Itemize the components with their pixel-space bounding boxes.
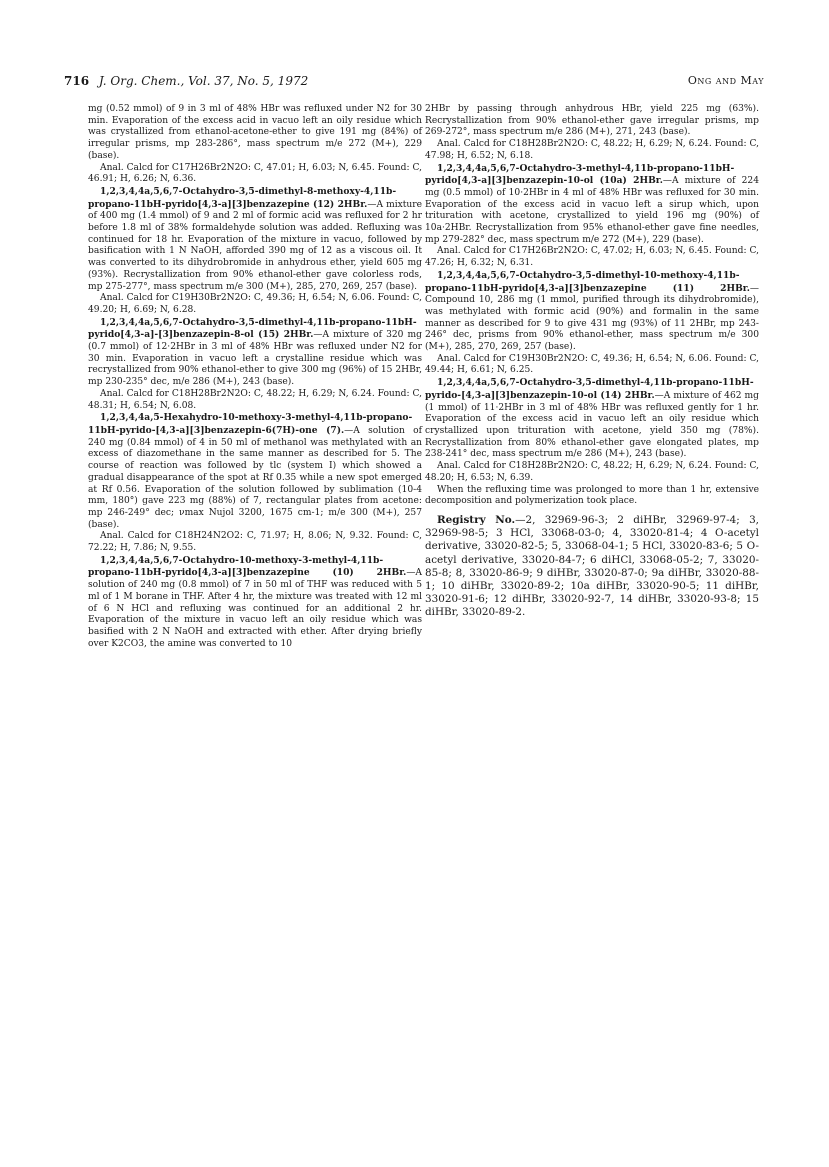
paragraph-body: —Compound 10, 286 mg (1 mmol, purified through its dihydrobromide), was methylated with formic acid (90%) and formalin in the same manner as described for 9 to give 431 mg (93%) of 11 2HBr, mp 243-246° dec, prisms from 90% ethanol-ether, mass spectrum m/e 300 (M+), 285, 270, 269, 257 (base).	[425, 283, 759, 353]
experimental-paragraph	[88, 186, 422, 293]
compound-title: 1,2,3,4,4a,5,6,7-Octahydro-3,5-dimethyl-10-methoxy-4,11b-propano-11bH-pyrido[4,3-a][3]benzazepine (11) 2HBr.	[425, 269, 750, 294]
registry-list: —2, 32969-96-3; 2 diHBr, 32969-97-4; 3, 32969-98-5; 3 HCl, 33068-03-0; 4, 33020-81-4; 4 O-acetyl derivative, 33020-82-5; 5, 33068-04-1; 5 HCl, 33020-83-6; 5 O-acetyl derivative, 33020-84-7; 6 diHCl, 33068-05-2; 7, 33020-85-8; 8, 33020-86-9; 9 diHBr, 33020-87-0; 9a diHBr, 33020-88-1; 10 diHBr, 33020-89-2; 10a diHBr, 33020-90-5; 11 diHBr, 33020-91-6; 12 diHBr, 33020-92-7, 14 diHBr, 33020-93-8; 15 diHBr, 33020-89-2.	[425, 513, 759, 619]
analysis-paragraph: Anal. Calcd for C19H30Br2N2O: C, 49.36; H, 6.54; N, 6.06. Found: C, 49.44; H, 6.61; N, 6.25.	[425, 353, 759, 376]
header-left	[64, 74, 308, 88]
experimental-paragraph	[425, 270, 759, 354]
paragraph-body: —A mixture of 462 mg (1 mmol) of 11·2HBr in 3 ml of 48% HBr was refluxed gently for 1 hr. Evaporation of the excess acid in vacuo left an oily residue which crystallized upon trituration with acetone, yield 350 mg (78%). Recrystallization from 80% ethanol-ether gave elongated plates, mp 238-241° dec, mass spectrum m/e 286 (M+), 243 (base).	[425, 390, 759, 460]
running-authors: Ong and May	[687, 74, 764, 87]
paragraph: mg (0.52 mmol) of 9 in 3 ml of 48% HBr was refluxed under N2 for 30 min. Evaporation of the excess acid in vacuo left an oily residue which was crystallized from ethanol-acetone-ether to give 191 mg (84%) of irregular prisms, mp 283-286°, mass spectrum m/e 272 (M+), 229 (base).	[88, 104, 422, 161]
right-column	[425, 104, 759, 620]
experimental-paragraph	[88, 412, 422, 531]
experimental-paragraph	[425, 163, 759, 247]
left-column	[88, 104, 422, 650]
compound-title: 1,2,3,4,4a,5,6,7-Octahydro-3,5-dimethyl-4,11b-propano-11bH-pyrido-[4,3-a][3]benzazepin-10-ol (14) 2HBr.	[425, 377, 754, 401]
analysis-paragraph: Anal. Calcd for C18H28Br2N2O: C, 48.22; H, 6.29; N, 6.24. Found: C, 47.98; H, 6.52; N, 6.18.	[425, 139, 759, 161]
registry-label: Registry No.	[437, 513, 516, 526]
paragraph-body: —A solution of 240 mg (0.8 mmol) of 7 in 50 ml of THF was reduced with 5 ml of 1 M borane in THF. After 4 hr, the mixture was treated with 12 ml of 6 N HCl and refluxing was continued for an additional 2 hr. Evaporation of the mixture in vacuo left an oily residue which was basified with 2 N NaOH and extracted with ether. After drying briefly over K2CO3, the amine was converted to 10	[88, 568, 422, 649]
analysis-paragraph: Anal. Calcd for C19H30Br2N2O: C, 49.36; H, 6.54; N, 6.06. Found: C, 49.20; H, 6.69; N, 6.28.	[88, 293, 422, 315]
compound-title: 1,2,3,4,4a,5,6,7-Octahydro-3,5-dimethyl-8-methoxy-4,11b-propano-11bH-pyrido[4,3-a][3]benzazepine (12) 2HBr.	[88, 185, 397, 210]
analysis-paragraph: Anal. Calcd for C18H28Br2N2O: C, 48.22; H, 6.29; N, 6.24. Found: C, 48.31; H, 6.54; N, 6.08.	[88, 388, 422, 411]
compound-title: 1,2,3,4,4a,5,6,7-Octahydro-10-methoxy-3-methyl-4,11b-propano-11bH-pyrido[4,3-a][3]benzazepine (10) 2HBr.	[88, 554, 407, 579]
paragraph-body: —A solution of 240 mg (0.84 mmol) of 4 in 50 ml of methanol was methylated with an excess of diazomethane in the same manner as described for 5. The course of reaction was followed by tlc (system I) which showed a gradual disappearance of the spot at Rf 0.35 while a new spot emerged at Rf 0.56. Evaporation of the solution followed by sublimation (10-4 mm, 180°) gave 223 mg (88%) of 7, rectangular plates from acetone: mp 246-249° dec; νmax Nujol 3200, 1675 cm-1; m/e 300 (M+), 257 (base).	[88, 425, 422, 530]
experimental-paragraph	[88, 555, 422, 651]
analysis-paragraph: Anal. Calcd for C17H26Br2N2O: C, 47.02; H, 6.03; N, 6.45. Found: C, 47.26; H, 6.32; N, 6.31.	[425, 246, 759, 269]
page-header	[64, 74, 764, 90]
registry-numbers	[425, 514, 759, 620]
compound-title: 1,2,3,4,4a,5,6,7-Octahydro-3,5-dimethyl-4,11b-propano-11bH-pyrido[4,3-a]-[3]benzazepin-8-ol (15) 2HBr.	[88, 316, 417, 341]
experimental-paragraph	[425, 377, 759, 461]
paragraph: When the refluxing time was prolonged to more than 1 hr, extensive decomposition and polymerization took place.	[425, 484, 759, 507]
journal-citation: J. Org. Chem., Vol. 37, No. 5, 1972	[98, 74, 309, 88]
paragraph-body: —A mixture of 320 mg (0.7 mmol) of 12·2HBr in 3 ml of 48% HBr was refluxed under N2 for 30 min. Evaporation in vacuo left a crystalline residue which was recrystallized from 90% ethanol-ether to give 300 mg (96%) of 15 2HBr, mp 230-235° dec, m/e 286 (M+), 243 (base).	[88, 330, 422, 388]
paragraph-body: —A mixture of 224 mg (0.5 mmol) of 10·2HBr in 4 ml of 48% HBr was refluxed for 30 min. Evaporation of the excess acid in vacuo left a sirup which, upon trituration with acetone, crystallized to yield 196 mg (90%) of 10a·2HBr. Recrystallization from 95% ethanol-ether gave fine needles, mp 279-282° dec, mass spectrum m/e 272 (M+), 229 (base).	[425, 176, 759, 245]
analysis-paragraph: Anal. Calcd for C17H26Br2N2O: C, 47.01; H, 6.03; N, 6.45. Found: C, 46.91; H, 6.26; N, 6.36.	[88, 162, 422, 185]
page-number: 716	[64, 74, 90, 88]
analysis-paragraph: Anal. Calcd for C18H28Br2N2O: C, 48.22; H, 6.29; N, 6.24. Found: C, 48.20; H, 6.53; N, 6.39.	[425, 461, 759, 483]
paragraph-body: —A mixture of 400 mg (1.4 mmol) of 9 and 2 ml of formic acid was refluxed for 2 hr before 1.8 ml of 38% formaldehyde solution was added. Refluxing was continued for 18 hr. Evaporation of the mixture in vacuo, followed by basification with 1 N NaOH, afforded 390 mg of 12 as a viscous oil. It was converted to its dihydrobromide in anhydrous ether, yield 605 mg (93%). Recrystallization from 90% ethanol-ether gave colorless rods, mp 275-277°, mass spectrum m/e 300 (M+), 285, 270, 269, 257 (base).	[88, 199, 422, 292]
paragraph: 2HBr by passing through anhydrous HBr, yield 225 mg (63%). Recrystallization from 90% ethanol-ether gave irregular prisms, mp 269-272°, mass spectrum m/e 286 (M+), 271, 243 (base).	[425, 104, 759, 138]
compound-title: 1,2,3,4,4a,5-Hexahydro-10-methoxy-3-methyl-4,11b-propano-11bH-pyrido-[4,3-a][3]benzazepin-6(7H)-one (7).	[88, 412, 413, 436]
compound-title: 1,2,3,4,4a,5,6,7-Octahydro-3-methyl-4,11b-propano-11bH-pyrido[4,3-a][3]benzazepin-10-ol (10a) 2HBr.	[425, 162, 735, 187]
experimental-paragraph	[88, 317, 422, 389]
analysis-paragraph: Anal. Calcd for C18H24N2O2: C, 71.97; H, 8.06; N, 9.32. Found: C, 72.22; H, 7.86; N, 9.55.	[88, 531, 422, 554]
